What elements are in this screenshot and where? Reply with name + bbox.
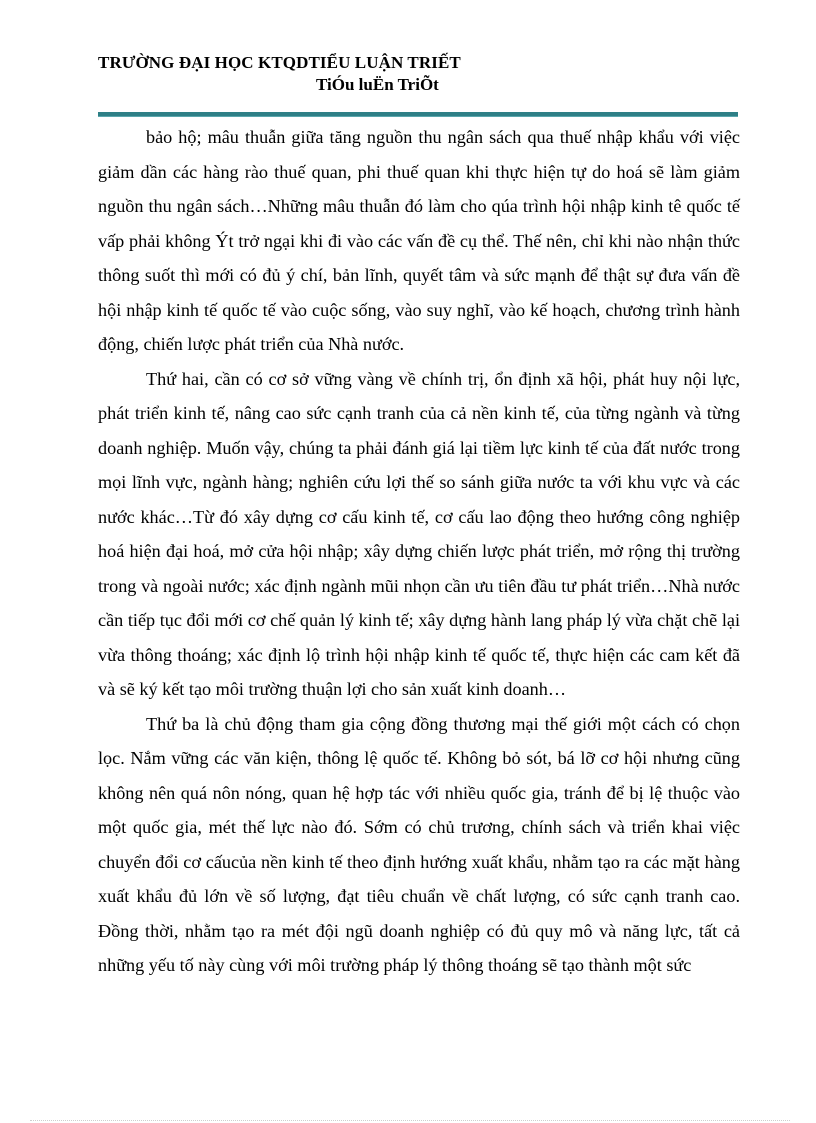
header-title: TRƯỜNG ĐẠI HỌC KTQDTIỂU LUẬN TRIẾT — [98, 53, 461, 72]
header-divider — [98, 112, 738, 117]
header-subtitle: TiÓu luËn TriÕt — [316, 75, 439, 94]
paragraph-second: Thứ hai, cần có cơ sở vững vàng về chính trị, ổn định xã hội, phát huy nội lực, phát triển kinh tế, nâng cao sức cạnh tranh của cả nền kinh tế, của từng ngành và từng doanh nghiệp. Muốn vậy, chúng ta phải đánh giá lại tiềm lực kinh tế của đất nước trong mọi lĩnh vực, ngành hàng; nghiên cứu lợi thế so sánh giữa nước ta với khu vực và các nước khác…Từ đó xây dựng cơ cấu kinh tế, cơ cấu lao động theo hướng công nghiệp hoá hiện đại hoá, mở cửa hội nhập; xây dựng chiến lược phát triển, mở rộng thị trường trong và ngoài nước; xác định ngành mũi nhọn cần ưu tiên đầu tư phát triển…Nhà nước cần tiếp tục đổi mới cơ chế quản lý kinh tế; xây dựng hành lang pháp lý vừa chặt chẽ lại vừa thông thoáng; xác định lộ trình hội nhập kinh tế quốc tế, thực hiện các cam kết đã và sẽ ký kết tạo môi trường thuận lợi cho sản xuất kinh doanh… — [98, 368, 740, 699]
page-bottom-border — [30, 1120, 790, 1121]
paragraph-third: Thứ ba là chủ động tham gia cộng đồng thương mại thế giới một cách có chọn lọc. Nắm vững các văn kiện, thông lệ quốc tế. Không bỏ sót, bá lỡ cơ hội nhưng cũng không nên quá nôn nóng, quan hệ hợp tác với nhiều quốc gia, tránh để bị lệ thuộc vào một quốc gia, mét thế lực nào đó. Sớm có chủ trương, chính sách và triển khai việc chuyển đổi cơ cấucủa nền kinh tế theo định hướng xuất khẩu, nhằm tạo ra các mặt hàng xuất khẩu đủ lớn về số lượng, đạt tiêu chuẩn về chất lượng, có sức cạnh tranh cao. Đồng thời, nhằm tạo ra mét đội ngũ doanh nghiệp có đủ quy mô và năng lực, tất cả những yếu tố này cùng với môi trường pháp lý thông thoáng sẽ tạo thành một sức — [98, 713, 740, 975]
document-body — [98, 120, 740, 983]
page-header — [98, 52, 758, 96]
paragraph-continuation: bảo hộ; mâu thuẫn giữa tăng nguồn thu ngân sách qua thuế nhập khẩu với việc giảm dần các hàng rào thuế quan, phi thuế quan khi thực hiện tự do hoá sẽ làm giảm nguồn thu ngân sách…Những mâu thuẫn đó làm cho qúa trình hội nhập kinh tê quốc tế vấp phải không Ýt trở ngại khi đi vào các vấn đề cụ thể. Thế nên, chỉ khi nào nhận thức thông suốt thì mới có đủ ý chí, bản lĩnh, quyết tâm và sức mạnh để thật sự đưa vấn đề hội nhập kinh tế quốc tế vào cuộc sống, vào suy nghĩ, vào kế hoạch, chương trình hành động, chiến lược phát triển của Nhà nước. — [98, 127, 740, 354]
